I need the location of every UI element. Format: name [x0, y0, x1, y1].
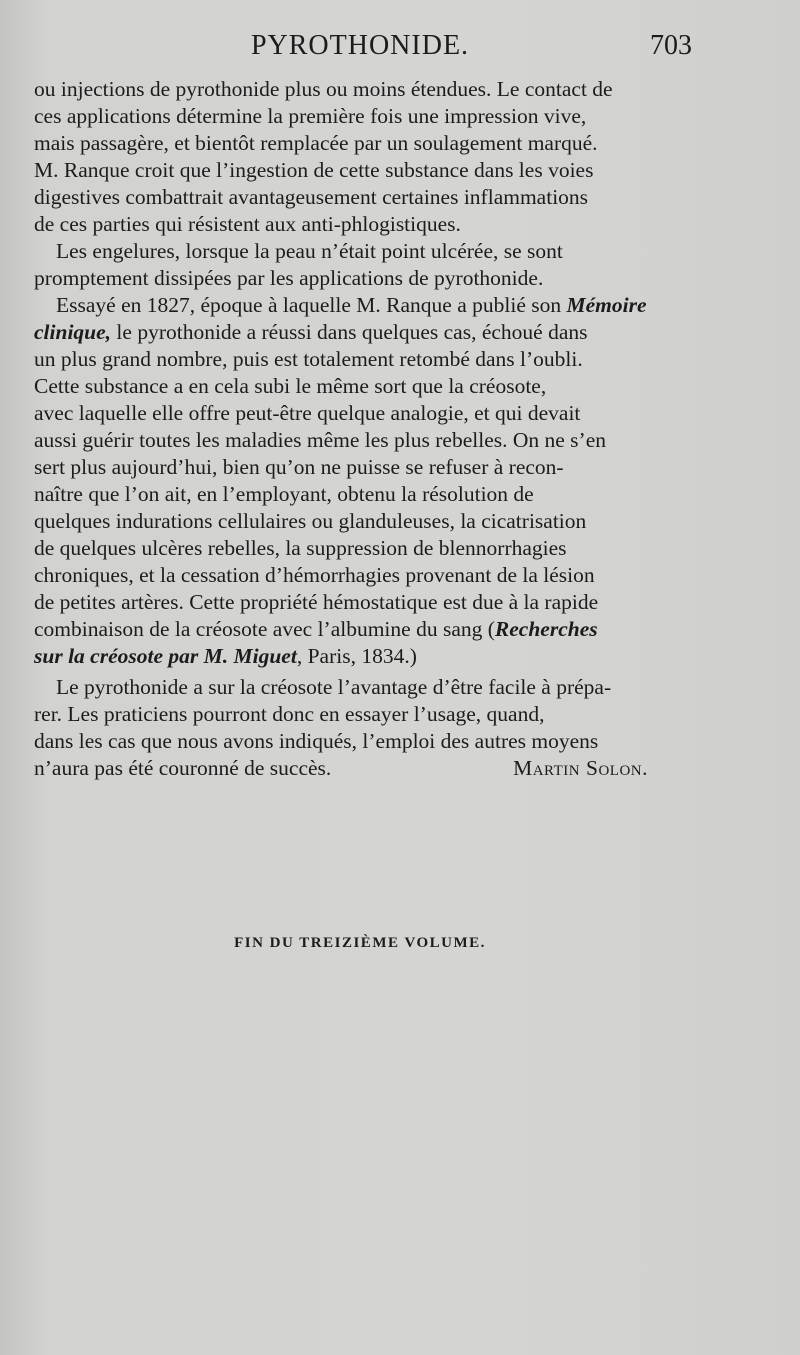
italic-title: clinique, — [34, 320, 112, 344]
italic-citation: Recherches — [494, 617, 598, 641]
text-line: sert plus aujourd’hui, bien qu’on ne puisse se refuser à recon- — [34, 455, 564, 479]
running-title: PYROTHONIDE. — [250, 30, 470, 61]
text-line — [34, 616, 688, 643]
text-line — [34, 292, 688, 319]
paragraph-3 — [34, 292, 688, 670]
text-line: ou injections de pyrothonide plus ou moins étendues. Le contact de — [34, 77, 613, 101]
text-line: digestives combattrait avantageusement certaines inflammations — [34, 185, 589, 209]
text-line: avec laquelle elle offre peut-être quelque analogie, et qui devait — [34, 401, 581, 425]
text-line: de ces parties qui résistent aux anti-phlogistiques. — [34, 212, 461, 236]
text-line — [34, 643, 688, 670]
text-line: M. Ranque croit que l’ingestion de cette substance dans les voies — [34, 158, 594, 182]
text-line: quelques indurations cellulaires ou glanduleuses, la cicatrisation — [34, 509, 587, 533]
italic-citation: sur la créosote par M. Miguet — [34, 644, 297, 668]
author-signature: Martin Solon. — [513, 756, 648, 780]
paragraph-2 — [34, 238, 688, 292]
text-line: Les engelures, lorsque la peau n’était point ulcérée, se sont — [56, 239, 563, 263]
italic-title: Mémoire — [566, 293, 647, 317]
page-number: 703 — [650, 30, 692, 61]
text-run: combinaison de la créosote avec l’albumine du sang ( — [34, 617, 495, 641]
text-line: dans les cas que nous avons indiqués, l’emploi des autres moyens — [34, 729, 599, 753]
text-line: rer. Les praticiens pourront donc en essayer l’usage, quand, — [34, 702, 545, 726]
text-line — [34, 755, 688, 782]
paragraph-4 — [34, 674, 688, 782]
body-text — [34, 76, 688, 782]
text-line — [34, 319, 688, 346]
colophon: FIN DU TREIZIÈME VOLUME. — [234, 935, 486, 951]
text-line: Cette substance a en cela subi le même sort que la créosote, — [34, 374, 547, 398]
text-run: le pyrothonide a réussi dans quelques cas, échoué dans — [111, 320, 588, 344]
text-line: un plus grand nombre, puis est totalement retombé dans l’oubli. — [34, 347, 583, 371]
text-line: naître que l’on ait, en l’employant, obtenu la résolution de — [34, 482, 534, 506]
running-head — [0, 30, 800, 70]
text-line: Le pyrothonide a sur la créosote l’avantage d’être facile à prépa- — [56, 675, 612, 699]
text-run: Essayé en 1827, époque à laquelle M. Ranque a publié son — [56, 293, 567, 317]
text-line: ces applications détermine la première fois une impression vive, — [34, 104, 587, 128]
text-run: n’aura pas été couronné de succès. — [34, 756, 332, 780]
text-line: aussi guérir toutes les maladies même les plus rebelles. On ne s’en — [34, 428, 606, 452]
text-line: chroniques, et la cessation d’hémorrhagies provenant de la lésion — [34, 563, 595, 587]
text-line: mais passagère, et bientôt remplacée par un soulagement marqué. — [34, 131, 598, 155]
text-line: de petites artères. Cette propriété hémostatique est due à la rapide — [34, 590, 599, 614]
text-run: , Paris, 1834.) — [296, 644, 417, 668]
paragraph-1 — [34, 76, 688, 238]
text-line: de quelques ulcères rebelles, la suppression de blennorrhagies — [34, 536, 567, 560]
text-line: promptement dissipées par les applications de pyrothonide. — [34, 266, 544, 290]
